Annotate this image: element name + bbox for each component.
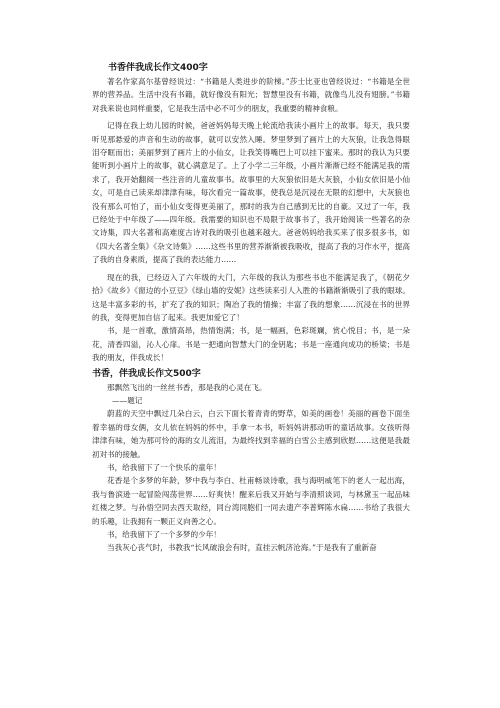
paragraph-blue-sky: 蔚蓝的天空中飘过几朵白云，白云下面长着青青的野草，如美的画卷！美丽的画卷下面坐着幸福的母女俩，女儿依在妈妈的怀中，手拿一本书，听妈妈讲那动听的童话故事。女孩听得津津有味，她为那可怜的海的女儿流泪，为最终找到幸福的白雪公主感到欣慰……这便是我最初对书的接触。 — [92, 409, 410, 459]
paragraph-sixth-grade: 现在的我，已经迈入了六年级的大门，六年级的我认为那些书也不能满足我了，《朝花夕拾》《故乡》《窗边的小豆豆》《绿山墙的安妮》这些读来引人入胜的书籍渐渐吸引了我的眼球。这是丰富多彩的书，扩充了我的知识；陶冶了我的情操；丰富了我的想象……沉浸在书的世界的我，变得更加自信了起来。我更加爱它了！ — [92, 272, 410, 322]
article-title-400: 书香伴我成长作文400字 — [108, 63, 208, 73]
article-title-500: 书香，伴我成长作文500字 — [92, 368, 201, 379]
paragraph-book-metaphor: 书，是一首歌，激情高昂，热情饱满；书，是一幅画，色彩斑斓，赏心悦目；书，是一朵花，清香四溢，沁人心扉。书是一把通向智慧大门的金钥匙；书是一座通向成功的桥梁；书是我的朋友，伴我成长！ — [92, 326, 410, 363]
paragraph-dreamy-youth: 书，给我留下了一个多梦的少年！ — [107, 530, 221, 539]
paragraph-happy-childhood: 书，给我留下了一个快乐的童年！ — [107, 462, 221, 472]
paragraph-discouraged: 当我灰心丧气时，书教我“长风破浪会有时，直挂云帆济沧海。”于是我有了重新奋 — [107, 543, 377, 553]
paragraph-epigraph: ——题记 — [112, 395, 143, 405]
paragraph-childhood: 记得在我上幼儿园的时候，爸爸妈妈每天晚上轮流给我读小画片上的故事。每天，我只要听见那悬爱的声音和生动的故事，就可以安然入睡。梦里梦到了画片上的大灰狼，让我急得眼泪夺眶而出；美丽梦到了画片上的小仙女，让我笑得嘴巴上可以挂下蜜来。那时的我认为只要能听到小画片上的故事，就心满意足了。上了小学二三年级，小画片渐渐已经不能满足我的需求了，我开始翻阅一些注音的儿童故事书。故事里的大灰狼依旧是大灰狼，小仙女依旧是小仙女，可是自己读来却津津有味，每次看完一篇故事，使我总是沉浸在无限的幻想中，大灰狼也没有那么可怕了，而小仙女变得更美丽了，那时的我为自己感到无比的自豪。又过了一年，我已经处于中年级了——四年级。我需要的知识也不局限于故事书了，我开始阅读一些著名的杂文诗集，四大名著和高难度古诗对我的吸引也越来越大。爸爸妈妈给我买来了很多很多书，如《四大名著全集》《杂文诗集》……这些书里的营养渐渐被我吸收，提高了我的习作水平，提高了我的自身素质，提高了我的表达能力…… — [92, 121, 410, 265]
article-page — [92, 62, 410, 555]
paragraph-intro: 著名作家高尔基曾经说过：“书籍是人类进步的阶梯。”莎士比亚也曾经说过：“书籍是全世界的营养品。生活中没有书籍，就好像没有阳光；智慧里没有书籍，就像鸟儿没有翅膀。”书籍对我来说也同样重要，它是我生活中必不可少的朋友，我重要的精神食粮。 — [92, 77, 410, 113]
paragraph-dreams: 花香是个多梦的年龄，梦中我与李白、杜甫畅谈诗歌，我与海明威笔下的老人一起出海，我与鲁滨逊一起冒险闯荡世界……好爽快！醒来后我又开始与李清照谈词，与林黛玉一起品味红楼之梦。与孙悟空同去西天取经，同台湾同胞们一同去遗产李普辉陈水扁……书给了我很大的乐趣，让我拥有一颗正义向善之心。 — [92, 476, 410, 526]
paragraph-book-fragrance: 那飘然飞出的一丝丝书香，那是我的心灵在飞。 — [107, 382, 267, 392]
